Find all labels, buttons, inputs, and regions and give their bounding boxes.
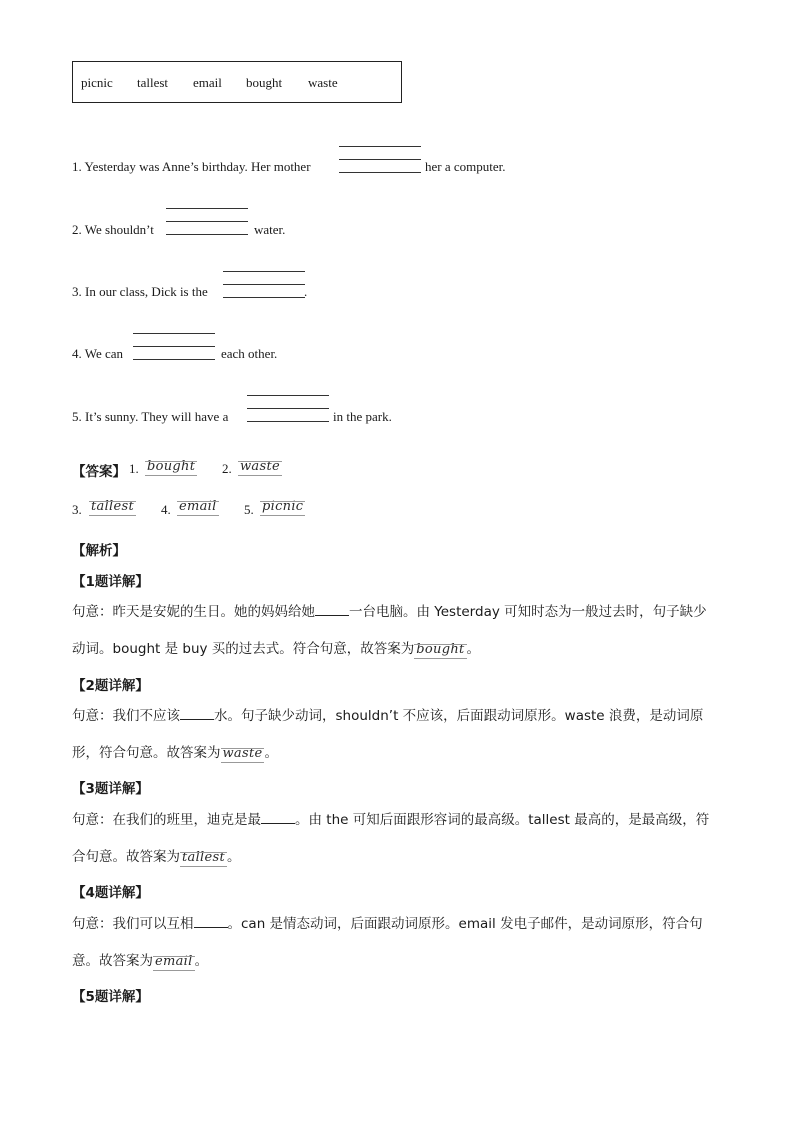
question-text: 5. It’s sunny. They will have a bbox=[72, 409, 229, 424]
handwritten-answer: email bbox=[179, 499, 217, 514]
answer-number: 2. bbox=[222, 461, 232, 476]
answer-number: 1. bbox=[129, 461, 139, 476]
handwritten-answer: waste bbox=[222, 746, 263, 761]
answer-blank[interactable] bbox=[339, 146, 421, 186]
detail-title: 【2题详解】 bbox=[72, 678, 149, 694]
answer-blank[interactable] bbox=[166, 208, 248, 248]
answer-blank[interactable] bbox=[133, 333, 215, 373]
word-bank-item: email bbox=[193, 75, 222, 90]
handwritten-answer: bought bbox=[416, 642, 465, 657]
detail-title: 【1题详解】 bbox=[72, 574, 149, 590]
question-text-end: in the park. bbox=[333, 409, 392, 424]
question-text-end: . bbox=[304, 284, 308, 299]
detail-line: 意。故答案为 email 。 bbox=[72, 953, 209, 969]
analysis-label: 【解析】 bbox=[72, 543, 126, 559]
word-bank-item: tallest bbox=[137, 75, 169, 90]
handwritten-answer: bought bbox=[147, 459, 196, 474]
detail-line: 形，符合句意。故答案为 waste 。 bbox=[72, 745, 278, 761]
handwritten-answer: tallest bbox=[91, 499, 134, 514]
answer-blank[interactable] bbox=[247, 395, 329, 435]
answer-number: 5. bbox=[244, 502, 254, 517]
handwritten-answer: waste bbox=[240, 459, 280, 474]
detail-title: 【3题详解】 bbox=[72, 781, 149, 797]
detail-line: 句意：昨天是安妮的生日。她的妈妈给她 一台电脑。由 Yesterday 可知时态为一般过去时，句子缺少 bbox=[72, 604, 707, 620]
word-bank-item: picnic bbox=[81, 75, 113, 90]
blank-underline bbox=[194, 915, 228, 928]
word-bank-box bbox=[72, 61, 402, 103]
word-bank-item: bought bbox=[246, 75, 283, 90]
answer-number: 3. bbox=[72, 502, 82, 517]
question-text-end: each other. bbox=[221, 346, 278, 361]
detail-title: 【5题详解】 bbox=[72, 989, 149, 1005]
blank-underline bbox=[315, 603, 349, 616]
question-text-end: her a computer. bbox=[425, 159, 506, 174]
answer-label: 【答案】 bbox=[72, 464, 126, 480]
answer-number: 4. bbox=[161, 502, 171, 517]
detail-line: 合句意。故答案为 tallest 。 bbox=[72, 849, 241, 865]
question-text-end: water. bbox=[254, 222, 286, 237]
blank-underline bbox=[261, 811, 295, 824]
detail-line: 句意：我们不应该 水。句子缺少动词，shouldn’t 不应该，后面跟动词原形。waste 浪费，是动词原 bbox=[72, 708, 704, 724]
detail-line: 句意：我们可以互相 。can 是情态动词，后面跟动词原形。email 发电子邮件，是动词原形，符合句 bbox=[72, 916, 703, 932]
detail-line: 动词。bought 是 buy 买的过去式。符合句意，故答案为 bought 。 bbox=[72, 641, 481, 657]
detail-line: 句意：在我们的班里，迪克是最 。由 the 可知后面跟形容词的最高级。tallest 最高的，是最高级，符 bbox=[72, 812, 710, 828]
detail-title: 【4题详解】 bbox=[72, 885, 149, 901]
handwritten-answer: tallest bbox=[182, 850, 225, 865]
question-text: 2. We shouldn’t bbox=[72, 222, 154, 237]
question-text: 1. Yesterday was Anne’s birthday. Her mother bbox=[72, 159, 311, 174]
handwritten-answer: picnic bbox=[262, 499, 304, 514]
question-text: 4. We can bbox=[72, 346, 124, 361]
handwritten-answer: email bbox=[155, 954, 193, 969]
answer-blank[interactable] bbox=[223, 271, 308, 311]
blank-underline bbox=[180, 707, 214, 720]
word-bank-item: waste bbox=[308, 75, 338, 90]
question-text: 3. In our class, Dick is the bbox=[72, 284, 208, 299]
